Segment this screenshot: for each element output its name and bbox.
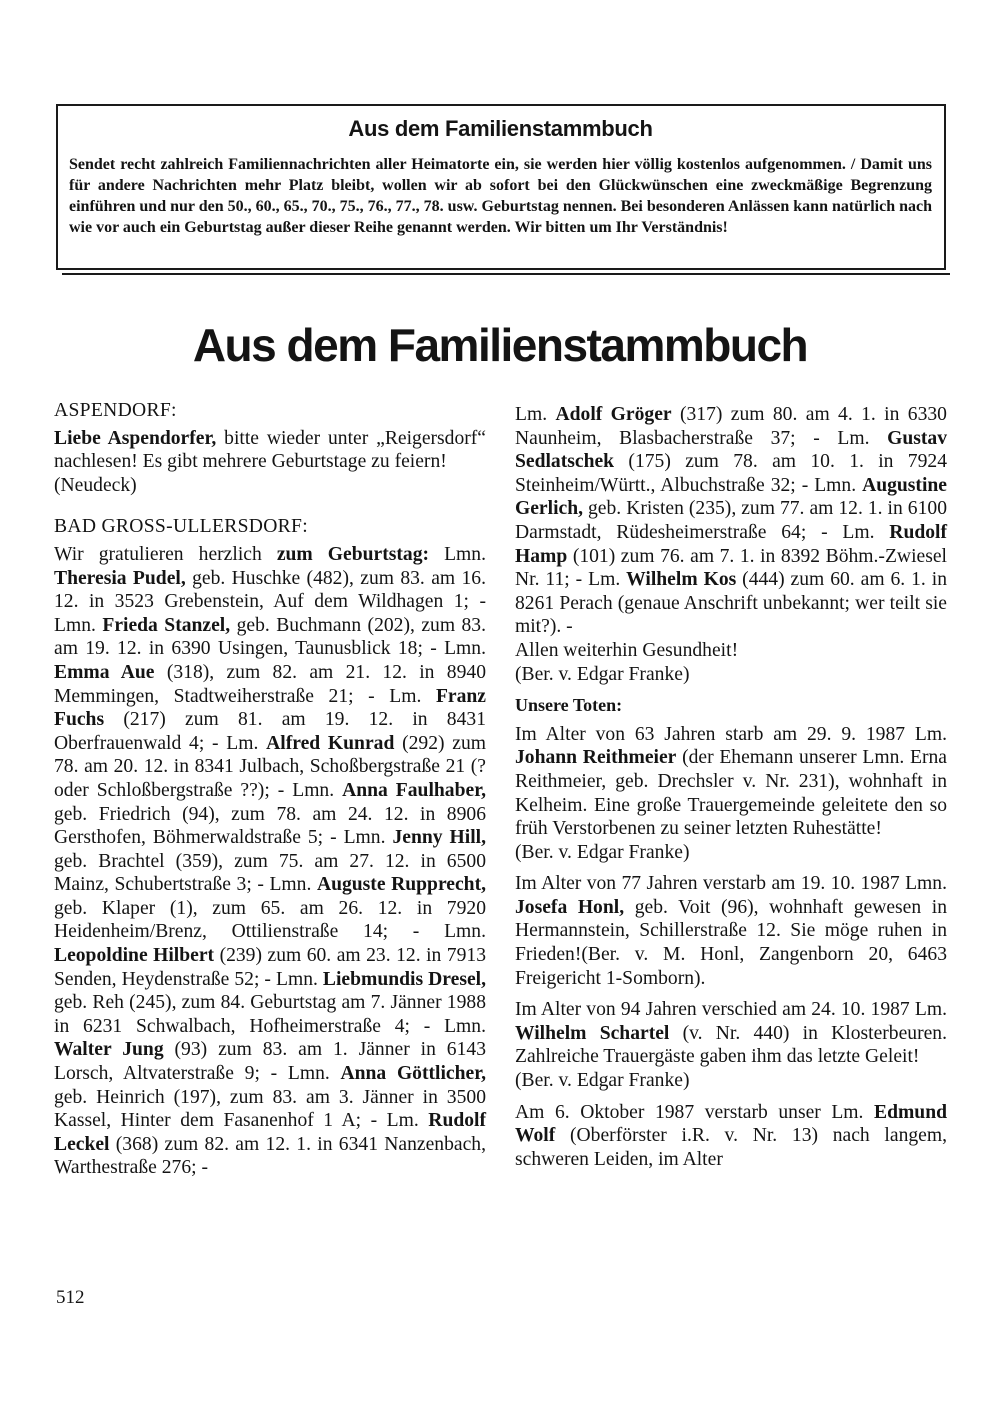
- obituary-3-source: (Ber. v. Edgar Franke): [515, 1070, 690, 1092]
- obituary-2-name: Josefa Honl,: [515, 896, 625, 918]
- entry-prefix: Lmn.: [270, 968, 323, 990]
- aspendorf-greeting: Liebe Aspendorfer,: [54, 427, 217, 449]
- entry-details: (292) zum 78. am 20. 12. in 8341 Julbach, Schoßbergstraße 21 (? oder Schloßbergstraße ??); -: [54, 732, 486, 801]
- entry-name: Augustine Gerlich,: [515, 474, 947, 520]
- entry-name: Theresia Pudel,: [54, 567, 186, 589]
- birthday-entry: [54, 615, 486, 660]
- entry-name: Walter Jung: [54, 1039, 164, 1061]
- entry-name: Frieda Stanzel,: [102, 614, 231, 636]
- entry-prefix: Lm.: [218, 732, 267, 754]
- entry-details: geb. Buchmann (202), zum 83. am 19. 12. in 6390 Usingen, Taunusblick 18; -: [54, 614, 487, 660]
- birthday-list-left: [54, 543, 486, 1180]
- intro-text: Wir gratulieren herzlich: [54, 543, 262, 565]
- entry-prefix: Lm.: [819, 427, 888, 449]
- entry-prefix: Lm.: [515, 404, 556, 425]
- obituary-3-text: (v. Nr. 440) in Klosterbeuren. Zahlreiche Trauergäste gaben ihm das letzte Geleit!: [515, 1022, 947, 1068]
- notice-box: [56, 104, 946, 270]
- obituary-1: [515, 723, 947, 841]
- intro-bold: zum Geburtstag:: [276, 543, 430, 565]
- section-heading-aspendorf: ASPENDORF:: [54, 400, 177, 421]
- aspendorf-source: (Neudeck): [54, 474, 137, 496]
- obituary-1-pre: Im Alter von 63 Jahren starb am 29. 9. 1987 Lm.: [515, 723, 947, 745]
- birthday-list-right: [515, 403, 947, 639]
- left-column: [54, 399, 486, 1180]
- entry-name: Anna Göttlicher,: [340, 1063, 487, 1085]
- entry-name: Leopoldine Hilbert: [54, 945, 215, 967]
- entry-name: Adolf Gröger: [555, 404, 672, 425]
- entry-prefix: Lmn.: [436, 638, 486, 660]
- entry-details: geb. Klaper (1), zum 65. am 26. 12. in 7920 Heidenheim/Brenz, Ottilienstraße 14; -: [54, 897, 486, 943]
- entry-prefix: Lmn.: [263, 874, 317, 896]
- right-column: [515, 403, 947, 1171]
- obituary-1-source: (Ber. v. Edgar Franke): [515, 841, 690, 863]
- entry-prefix: Lmn.: [430, 1015, 486, 1037]
- obituary-4-text: (Oberförster i.R. v. Nr. 13) nach langem, schweren Leiden, im Alter: [515, 1125, 947, 1170]
- obituary-2-text: geb. Voit (96), wohnhaft gewesen in Hermannstein, Schillerstraße 12. Sie möge ruhen in Frieden!(Ber. v. M. Honl, Zangenborn 20, 6463 Freigericht 1-Somborn).: [515, 896, 947, 989]
- entry-name: Jenny Hill,: [392, 827, 486, 849]
- section-heading-bad-gross-ullersdorf: BAD GROSS-ULLERSDORF:: [54, 516, 308, 538]
- entry-details: (317) zum 80. am 4. 1. in 6330 Naunheim, Blasbacherstraße 37; -: [515, 404, 947, 449]
- entry-name: Gustav Sedlatschek: [515, 427, 947, 473]
- obituary-3-name: Wilhelm Schartel: [515, 1022, 670, 1044]
- obituary-1-text: (der Ehemann unserer Lmn. Erna Reithmeier, geb. Drechsler v. Nr. 231), wohnhaft in Kelheim. Eine große Trauergemeinde geleitete den so früh Verstorbenen zu seiner letzten Ruhestätte!: [515, 747, 947, 840]
- page-number: 512: [56, 1287, 85, 1308]
- aspendorf-paragraph: [54, 427, 486, 474]
- entry-details: (444) zum 60. am 6. 1. in 8261 Perach (genaue Anschrift unbekannt; wer teilt sie mit?). -: [515, 569, 947, 638]
- entry-name: Franz Fuchs: [54, 685, 486, 731]
- obituary-4-pre: Am 6. Oktober 1987 verstarb unser Lm.: [515, 1101, 864, 1123]
- entry-details: geb. Brachtel (359), zum 75. am 27. 12. in 6500 Mainz, Schubertstraße 3; -: [54, 850, 486, 896]
- entry-name: Anna Faulhaber,: [342, 779, 486, 801]
- entry-prefix: Lm.: [377, 1110, 429, 1132]
- entry-details: geb. Kristen (235), zum 77. am 12. 1. in 6100 Darmstadt, Rüdesheimerstraße 64; -: [515, 498, 947, 543]
- aspendorf-text: bitte wieder unter „Reigersdorf“ nachlesen! Es gibt mehrere Geburtstage zu feiern!: [54, 427, 487, 473]
- entry-name: Auguste Rupprecht,: [316, 874, 486, 896]
- notice-title: Aus dem Familienstammbuch: [348, 116, 653, 141]
- entry-name: Rudolf Hamp: [515, 521, 948, 567]
- entry-prefix: Lmn.: [284, 779, 343, 801]
- entry-name: Rudolf Leckel: [54, 1110, 487, 1155]
- entry-prefix: Lm.: [374, 685, 436, 707]
- entry-prefix: Lmn.: [808, 474, 863, 496]
- entry-details: geb. Friedrich (94), zum 78. am 24. 12. in 8906 Gersthofen, Böhmerwaldstraße 5; -: [54, 803, 486, 849]
- entry-details: geb. Huschke (482), zum 83. am 16. 12. in 3523 Grebenstein, Auf dem Wildhagen 1; -: [54, 567, 486, 613]
- entry-prefix: Lm.: [827, 521, 890, 543]
- entry-prefix: Lm.: [582, 569, 627, 591]
- page-headline: Aus dem Familienstammbuch: [192, 319, 808, 371]
- closing-line: Allen weiterhin Gesundheit!: [515, 639, 739, 661]
- entry-name: Alfred Kunrad: [266, 732, 395, 754]
- entry-details: (318), zum 82. am 21. 12. in 8940 Memmingen, Stadtweiherstraße 21; -: [54, 661, 486, 707]
- obituary-4: [515, 1101, 947, 1172]
- entry-details: (239) zum 60. am 23. 12. in 7913 Senden, Heydenstraße 52; -: [54, 945, 486, 990]
- obituary-2-pre: Im Alter von 77 Jahren verstarb am 19. 10. 1987 Lmn.: [515, 873, 947, 895]
- obituary-4-name: Edmund Wolf: [515, 1101, 947, 1147]
- entry-details: geb. Reh (245), zum 84. Geburtstag am 7. Jänner 1988 in 6231 Schwalbach, Hofheimerstraße 4; -: [54, 992, 486, 1037]
- notice-text: Sendet recht zahlreich Familiennachrichten aller Heimatorte ein, sie werden hier völlig kostenlos aufgenommen. / Damit uns für andere Nachrichten mehr Platz bleibt, wollen wir ab sofort bei den Glückwünschen eine zweckmäßige Begrenzung einführen und nur den 50., 60., 65., 70., 75., 76., 77., 78. usw. Geburtstag nennen. Bei besonderen Anlässen kann natürlich nach wie vor auch ein Geburtstag außer dieser Reihe genannt werden. Wir bitten um Ihr Verständnis!: [69, 156, 932, 236]
- closing-source: (Ber. v. Edgar Franke): [515, 663, 690, 685]
- entry-details: (175) zum 78. am 10. 1. in 7924 Steinheim/Württ., Albuchstraße 32; -: [515, 451, 947, 496]
- entry-details: geb. Heinrich (197), zum 83. am 3. Jänner in 3500 Kassel, Hinter dem Fasanenhof 1 A; -: [54, 1086, 486, 1132]
- entry-prefix: Lmn.: [419, 921, 486, 943]
- entry-prefix: Lmn.: [277, 1063, 341, 1085]
- entry-details: (368) zum 82. am 12. 1. in 6341 Nanzenbach, Warthestraße 276; -: [54, 1133, 486, 1179]
- obituary-3-pre: Im Alter von 94 Jahren verschied am 24. 10. 1987 Lm.: [515, 999, 947, 1021]
- obituary-2: [515, 872, 947, 990]
- entry-name: Emma Aue: [54, 661, 155, 683]
- entry-details: (93) zum 83. am 1. Jänner in 6143 Lorsch, Altvaterstraße 9; -: [54, 1039, 486, 1085]
- section-heading-unsere-toten: Unsere Toten:: [515, 695, 623, 716]
- entry-prefix: Lmn.: [336, 827, 393, 849]
- entry-prefix: Lmn.: [54, 614, 103, 636]
- entry-prefix: Lmn.: [429, 543, 486, 565]
- entry-details: (101) zum 76. am 7. 1. in 8392 Böhm.-Zwiesel Nr. 11; -: [515, 545, 947, 591]
- obituary-1-name: Johann Reithmeier: [515, 747, 677, 769]
- obituary-3: [515, 998, 947, 1069]
- entry-details: (217) zum 81. am 19. 12. in 8431 Oberfrauenwald 4; -: [54, 709, 486, 754]
- entry-name: Liebmundis Dresel,: [322, 968, 486, 990]
- entry-name: Wilhelm Kos: [626, 569, 737, 591]
